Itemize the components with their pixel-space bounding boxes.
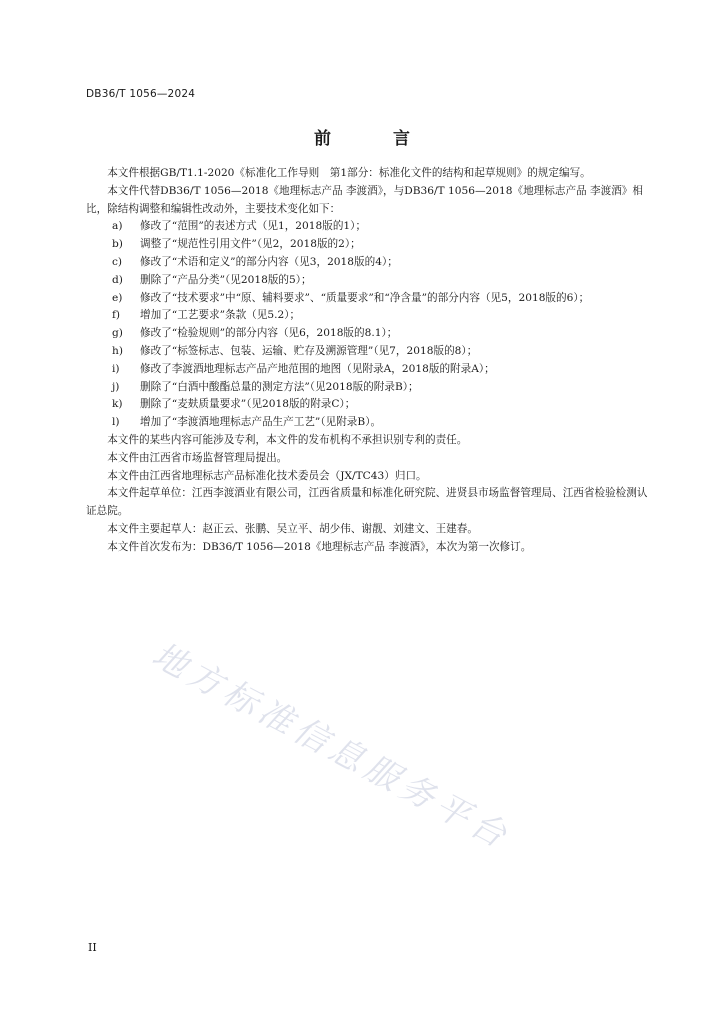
page-number: II xyxy=(88,941,97,954)
change-item xyxy=(86,218,658,236)
item-text: 修改了李渡酒地理标志产品产地范围的地图（见附录A，2018版的附录A）； xyxy=(140,362,495,375)
foreword-body xyxy=(86,165,658,557)
item-text: 增加了“工艺要求”条款（见5.2）； xyxy=(140,309,301,322)
item-marker: j) xyxy=(112,380,120,393)
item-text: 修改了“标签标志、包装、运输、贮存及溯源管理”（见7，2018版的8）； xyxy=(140,344,478,357)
paragraph: 本文件首次发布为：DB36/T 1056—2018《地理标志产品 李渡酒》，本次为第一次修订。 xyxy=(107,540,532,553)
item-text: 删除了“麦麸质量要求”（见2018版的附录C）； xyxy=(140,398,356,411)
change-item xyxy=(86,361,658,379)
item-marker: b) xyxy=(112,238,123,251)
item-text: 调整了“规范性引用文件”（见2，2018版的2）； xyxy=(140,238,361,251)
paragraph: 本文件由江西省地理标志产品标准化技术委员会（JX/TC43）归口。 xyxy=(107,469,427,482)
paragraph: 本文件由江西省市场监督管理局提出。 xyxy=(107,451,288,464)
item-marker: k) xyxy=(112,398,123,411)
paragraph: 本文件的某些内容可能涉及专利，本文件的发布机构不承担识别专利的责任。 xyxy=(107,433,468,446)
item-text: 修改了“术语和定义”的部分内容（见3，2018版的4）； xyxy=(140,255,398,268)
item-marker: a) xyxy=(112,220,123,233)
item-marker: g) xyxy=(112,327,123,340)
change-item xyxy=(86,272,658,290)
item-marker: h) xyxy=(112,344,123,357)
item-marker: c) xyxy=(112,255,123,268)
item-marker: f) xyxy=(112,309,121,322)
change-item xyxy=(86,414,658,432)
item-marker: l) xyxy=(112,416,120,429)
document-code: DB36/T 1056—2024 xyxy=(86,88,196,100)
change-item xyxy=(86,379,658,397)
paragraph: 本文件主要起草人：赵正云、张鹏、吴立平、胡少伟、谢靓、刘建文、王建春。 xyxy=(107,522,478,535)
item-text: 修改了“范围”的表述方式（见1，2018版的1）； xyxy=(140,220,367,233)
item-text: 删除了“白酒中酸酯总量的测定方法”（见2018版的附录B）； xyxy=(140,380,419,393)
item-text: 修改了“技术要求”中“原、辅料要求”、“质量要求”和“净含量”的部分内容（见5，2018版的6）； xyxy=(140,291,590,304)
change-item xyxy=(86,236,658,254)
paragraph: 本文件代替DB36/T 1056—2018《地理标志产品 李渡酒》，与DB36/T 1056—2018《地理标志产品 李渡酒》相比，除结构调整和编辑性改动外，主要技术变化如下： xyxy=(86,184,643,215)
item-marker: i) xyxy=(112,362,120,375)
paragraph: 本文件起草单位：江西李渡酒业有限公司，江西省质量和标准化研究院、进贤县市场监督管理局、江西省检验检测认证总院。 xyxy=(86,487,648,518)
change-item xyxy=(86,290,658,308)
change-item xyxy=(86,396,658,414)
change-item xyxy=(86,325,658,343)
item-marker: e) xyxy=(112,291,123,304)
paragraph: 本文件根据GB/T1.1-2020《标准化工作导则 第1部分：标准化文件的结构和起草规则》的规定编写。 xyxy=(107,167,591,179)
change-item xyxy=(86,343,658,361)
page-title: 前 言 xyxy=(314,129,438,149)
item-text: 删除了“产品分类”（见2018版的5）； xyxy=(140,273,312,286)
item-text: 增加了“李渡酒地理标志产品生产工艺”（见附录B）。 xyxy=(140,416,382,429)
change-item xyxy=(86,307,658,325)
change-item xyxy=(86,254,658,272)
item-marker: d) xyxy=(112,273,123,286)
watermark: 地方标准信息服务平台 xyxy=(145,635,518,859)
item-text: 修改了“检验规则”的部分内容（见6，2018版的8.1）； xyxy=(140,327,398,340)
